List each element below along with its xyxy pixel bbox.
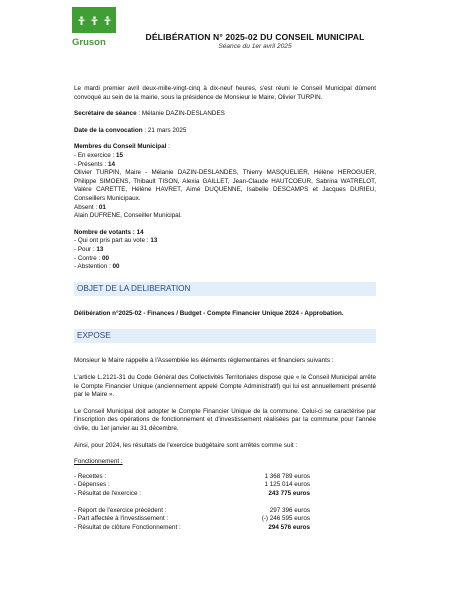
figure-icon	[91, 16, 98, 25]
secretaire-label: Secrétaire de séance	[74, 110, 137, 118]
fonctionnement-table-1	[74, 473, 376, 499]
table-row: - Dépenses : 1 125 014 euros	[74, 481, 310, 489]
absent-name: Alain DUFRENE, Conseiller Municipal.	[74, 212, 182, 220]
membres-heading: Membres du Conseil Municipal :	[74, 143, 170, 151]
votants-item: - Pour : 13	[74, 245, 104, 253]
figure-icon	[104, 16, 111, 25]
convocation-line	[74, 127, 376, 136]
membres-presents: - Présents : 14	[74, 160, 115, 168]
expose-p2: L'article L.2121-31 du Code Général des Collectivités Territoriales dispose que « le Conseil Municipal arrête le Compte Financier Unique (anciennement appelé Compte Administratif) qui lui est annuellement présenté par le Maire ».	[74, 374, 376, 399]
expose-p4: Ainsi, pour 2024, les résultats de l'exercice budgétaire sont arrêtés comme suit :	[74, 441, 298, 449]
votants-item: - Qui ont pris part au vote : 13	[74, 237, 158, 245]
membres-exercice: - En exercice : 15	[74, 151, 124, 159]
votants-item: - Contre : 00	[74, 254, 110, 262]
table-row: - Résultat de l'exercice : 243 775 euros	[74, 490, 310, 497]
secretaire-sep: :	[136, 110, 142, 118]
section-objet: OBJET DE LA DELIBERATION	[74, 282, 376, 297]
page-title: DÉLIBÉRATION N° 2025-02 DU CONSEIL MUNICIPAL	[145, 32, 365, 42]
secretaire-line	[74, 110, 376, 119]
intro-paragraph: Le mardi premier avril deux-mille-vingt-cinq à dix-neuf heures, s'est réuni le Conseil Municipal dûment convoqué au sein de la mairie, sous la présidence de Monsieur le Maire, Olivier TURPIN.	[74, 85, 376, 101]
expose-p1: Monsieur le Maire rappelle à l'Assemblée les éléments réglementaires et financiers suivants :	[74, 357, 334, 365]
table-row: - Report de l'exercice précédent : 297 396 euros	[74, 506, 310, 514]
fonctionnement-table-2	[74, 507, 376, 533]
logo-text: Gruson	[72, 37, 106, 48]
votants-item: - Abstention : 00	[74, 263, 120, 271]
table-row: - Résultat de clôture Fonctionnement : 294 576 euros	[74, 523, 310, 531]
document-header	[130, 32, 380, 50]
membres-absent: Absent : 01	[74, 203, 106, 211]
convocation-value: 21 mars 2025	[147, 126, 187, 134]
objet-text: Délibération n°2025-02 - Finances / Budget - Compte Financier Unique 2024 - Approbation.	[74, 310, 344, 318]
convocation-sep: :	[142, 126, 148, 134]
convocation-label: Date de la convocation	[74, 126, 143, 134]
document-body	[74, 85, 376, 532]
table-row: - Part affectée à l'investissement : (-) 246 595 euros	[74, 515, 310, 523]
expose-p3: Le Conseil Municipal doit adopter le Compte Financier Unique de la commune. Celui-ci se caractérise par l'inscription des opérations de fonctionnement et d'investissement réalisées par la commune pour l'année civile, du 1er janvier au 31 décembre.	[74, 407, 376, 433]
page-subtitle: Séance du 1er avril 2025	[218, 43, 292, 50]
presents-names: Olivier TURPIN, Maire - Mélanie DAZIN-DESLANDES, Thierry MASQUELIER, Hélène HEROGUER, Philippe SIMOENS, Thibault TISON, Alexia GAILLET, Jean-Claude HAUTCOEUR, Sabrina WATRELOT, Valère CARETTE, Hélène HAVRET, Aimé DUQUENNE, Isabelle DESCAMPS et Jacques DURIEU, Conseillers Municipaux.	[74, 169, 376, 202]
gruson-logo	[72, 7, 116, 48]
figure-icon	[78, 16, 85, 25]
secretaire-value: Mélanie DAZIN-DESLANDES	[141, 110, 225, 118]
votants-heading: Nombre de votants : 14	[74, 228, 144, 236]
table-row: - Recettes : 1 368 789 euros	[74, 472, 310, 480]
logo-emblem	[72, 7, 116, 33]
section-expose: EXPOSE	[74, 329, 376, 344]
fonctionnement-heading: Fonctionnement :	[74, 458, 123, 466]
